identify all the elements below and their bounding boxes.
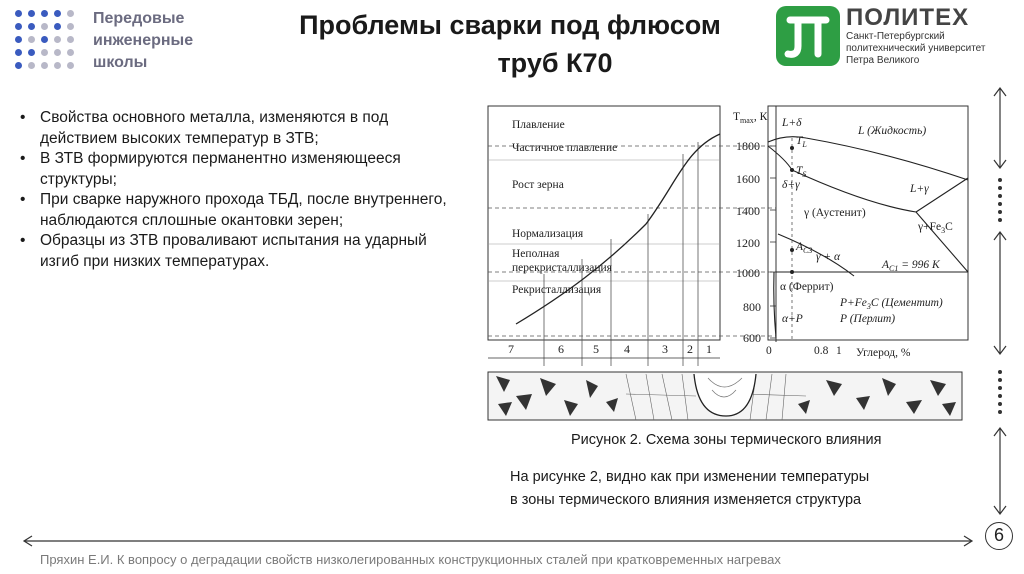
zone-label: Рекристаллизация (512, 284, 602, 296)
temperature-tick: 600 (743, 331, 761, 345)
zone-number: 1 (706, 342, 712, 356)
phase-label: T (796, 165, 803, 177)
svg-text:P+Fe3C (Цементит) (839, 297, 943, 311)
note-line: в зоны термического влияния изменяется структура (510, 492, 862, 508)
temperature-tick: 1400 (736, 204, 760, 218)
figure-note (510, 466, 950, 512)
footer-citation: Пряхин Е.И. К вопросу о деградации свойств низколегированных конструкционных сталей при кратковременных нагревах (40, 552, 781, 567)
school-line: школы (93, 54, 148, 71)
y-axis-label: T (733, 111, 741, 123)
zone-label: Нормализация (512, 228, 584, 240)
figure-caption: Рисунок 2. Схема зоны термического влияния (571, 432, 882, 448)
zone-number: 6 (558, 342, 564, 356)
y-axis-unit: , К (753, 111, 768, 123)
phase-label: L (Жидкость) (858, 125, 927, 137)
phase-label-sub: 3 (866, 302, 871, 311)
vertical-nav (988, 84, 1012, 520)
zone-number: 4 (624, 342, 630, 356)
bullet-item: • Свойства основного металла, изменяются в под действием высоких температур в ЗТВ; (18, 108, 463, 149)
school-logo-dots (15, 10, 77, 72)
svg-text:AC1 = 996 К (881, 259, 941, 273)
x-tick: 0 (766, 345, 772, 357)
y-axis-sub: max (740, 116, 754, 125)
zone-label: Неполная (512, 248, 560, 260)
school-line: инженерные (93, 32, 194, 49)
bullet-item: • В ЗТВ формируются перманентно изменяющееся структуры; (18, 149, 463, 190)
zone-label: Рост зерна (512, 179, 564, 191)
bullet-list (18, 108, 463, 272)
temperature-tick: 1200 (736, 236, 760, 250)
school-line: Передовые (93, 10, 185, 27)
phase-label: T (796, 135, 803, 147)
zone-number: 2 (687, 342, 693, 356)
page-number: 6 (985, 522, 1013, 550)
polytech-sub-line: политехнический университет (846, 43, 986, 54)
phase-label-sub: C1 (889, 264, 899, 273)
zone-label: перекристаллизация (512, 262, 612, 274)
phase-label: A (882, 259, 890, 271)
x-tick: 0.8 (814, 345, 829, 357)
temperature-tick: 1000 (736, 266, 760, 280)
temperature-tick: 1600 (736, 172, 760, 186)
polytech-name: ПОЛИТЕХ (846, 4, 970, 31)
zone-label: Плавление (512, 119, 565, 131)
polytech-sub-line: Санкт-Петербургский (846, 31, 945, 42)
phase-label: L+γ (910, 183, 929, 195)
phase-label-sub: C3 (803, 246, 813, 255)
phase-label: P (Перлит) (840, 313, 896, 325)
phase-label-sub: L (802, 140, 807, 149)
phase-label: α+P (782, 313, 803, 325)
bullet-item: • При сварке наружного прохода ТБД, после внутреннего, наблюдаются сплошные окантовки зерен; (18, 190, 463, 231)
svg-text:AC3 (795, 241, 812, 255)
svg-text:γ+Fe3C (917, 221, 953, 235)
svg-text:TS (796, 165, 806, 179)
note-line: На рисунке 2, видно как при изменении температуры (510, 469, 870, 485)
zone-label: Частичное плавление (512, 142, 618, 154)
phase-label: C (Цементит) (870, 297, 943, 309)
phase-label-sub: S (802, 170, 807, 179)
phase-label: γ+Fe (918, 221, 942, 233)
zone-number: 7 (508, 342, 514, 356)
phase-label: α (Феррит) (780, 281, 834, 293)
x-tick: 1 (836, 345, 842, 357)
title-line-1: Проблемы сварки под флюсом (299, 10, 721, 40)
title-line-2: труб К70 (497, 48, 613, 78)
haz-figure (486, 104, 970, 426)
phase-label: δ+γ (782, 179, 800, 191)
horizontal-nav-arrow (20, 534, 976, 548)
svg-text:Tmax, К (733, 111, 768, 125)
phase-label: P+Fe (840, 297, 867, 309)
polytech-subtitle (846, 31, 986, 67)
slide-title (250, 6, 770, 82)
polytech-sub-line: Петра Великого (846, 55, 920, 66)
phase-label: L+δ (782, 117, 802, 129)
temperature-tick: 800 (743, 300, 761, 314)
phase-label: γ + α (816, 251, 841, 263)
phase-label: C (945, 221, 953, 233)
school-logo-text (93, 8, 193, 74)
phase-label: = 996 К (898, 259, 940, 271)
phase-label: γ (Аустенит) (804, 207, 866, 219)
polytech-logo-icon (776, 6, 840, 66)
zone-number: 3 (662, 342, 668, 356)
phase-label: A (796, 241, 804, 253)
bullet-item: • Образцы из ЗТВ проваливают испытания на ударный изгиб при низких температурах. (18, 231, 463, 272)
zone-number: 5 (593, 342, 599, 356)
x-axis-label: Углерод, % (856, 347, 911, 359)
svg-text:TL (796, 135, 807, 149)
temperature-tick: 1800 (736, 139, 760, 153)
phase-label-sub: 3 (941, 226, 946, 235)
